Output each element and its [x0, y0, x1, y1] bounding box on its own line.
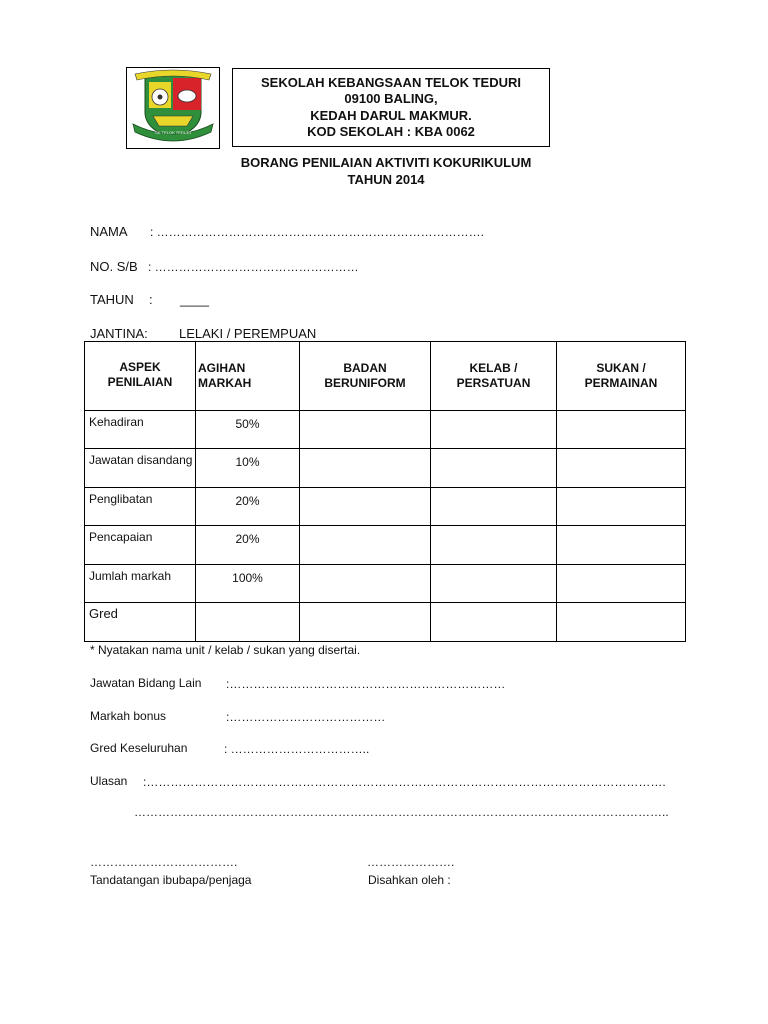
- nosb-label: NO. S/B: [90, 259, 138, 274]
- table-row: [85, 488, 686, 526]
- row-percent: 100%: [196, 565, 300, 603]
- crest-banner-text: SK TELOK TEDURI: [155, 130, 191, 135]
- row-percent: 20%: [196, 488, 300, 526]
- assessment-table: [84, 341, 686, 642]
- sukan-cell[interactable]: [557, 411, 686, 449]
- markah-bonus-label: Markah bonus: [90, 709, 167, 723]
- jantina-label: JANTINA:: [90, 326, 148, 341]
- ulasan-label: Ulasan: [90, 774, 128, 788]
- table-row: [85, 411, 686, 449]
- badan-cell[interactable]: [300, 603, 431, 642]
- row-label: Gred: [85, 603, 196, 642]
- ulasan-input[interactable]: :………………………………………………………………………………………………………………….: [143, 775, 666, 789]
- kelab-cell[interactable]: [431, 449, 557, 488]
- school-state: KEDAH DARUL MAKMUR.: [310, 107, 472, 123]
- table-header-row: [85, 342, 686, 411]
- kelab-cell[interactable]: [431, 526, 557, 565]
- school-name: SEKOLAH KEBANGSAAN TELOK TEDURI: [260, 74, 521, 90]
- table-note: * Nyatakan nama unit / kelab / sukan yang disertai.: [90, 643, 361, 657]
- jawatan-bidang-label: Jawatan Bidang Lain: [90, 676, 202, 690]
- header-sukan: [557, 342, 686, 411]
- verify-signature-label: Disahkan oleh :: [368, 873, 451, 887]
- header-aspek: [85, 342, 196, 411]
- school-postcode-city: 09100 BALING,: [344, 91, 438, 106]
- parent-signature-label: Tandatangan ibubapa/penjaga: [90, 873, 252, 887]
- row-percent: [196, 603, 300, 642]
- header-aspek-line1: ASPEK: [119, 360, 161, 374]
- table-row: [85, 603, 686, 642]
- kelab-cell[interactable]: [431, 411, 557, 449]
- kelab-cell[interactable]: [431, 603, 557, 642]
- gred-keseluruhan-label: Gred Keseluruhan: [90, 741, 188, 755]
- header-badan-line1: BADAN: [343, 361, 387, 375]
- header-kelab: [431, 342, 557, 411]
- header-badan-line2: BERUNIFORM: [324, 376, 406, 390]
- header-agihan: [196, 342, 300, 411]
- tahun-colon: :: [149, 292, 153, 307]
- row-percent: 10%: [196, 449, 300, 488]
- sukan-cell[interactable]: [557, 565, 686, 603]
- table-row: [85, 565, 686, 603]
- row-label: Jawatan disandang: [85, 449, 196, 488]
- sukan-cell[interactable]: [557, 449, 686, 488]
- sukan-cell[interactable]: [557, 488, 686, 526]
- tahun-label: TAHUN: [90, 292, 134, 307]
- row-percent: 50%: [196, 411, 300, 449]
- school-code: KOD SEKOLAH : KBA 0062: [307, 124, 475, 139]
- ulasan-input-line2[interactable]: ……………………………………………………………………………………………………………………..: [134, 805, 669, 819]
- form-year: TAHUN 2014: [347, 172, 425, 187]
- tahun-input[interactable]: ____: [180, 292, 209, 307]
- verify-signature-line[interactable]: ………………….: [367, 855, 455, 869]
- jantina-value[interactable]: LELAKI / PEREMPUAN: [179, 326, 317, 341]
- nama-label: NAMA: [90, 224, 128, 239]
- kelab-cell[interactable]: [431, 488, 557, 526]
- row-percent: 20%: [196, 526, 300, 565]
- header-aspek-line2: PENILAIAN: [107, 375, 173, 389]
- header-agihan-line2: MARKAH: [198, 376, 252, 390]
- row-label: Kehadiran: [85, 411, 196, 449]
- sukan-cell[interactable]: [557, 603, 686, 642]
- nama-input[interactable]: : ……………………………………………………………………….: [150, 225, 485, 239]
- row-label: Penglibatan: [85, 488, 196, 526]
- kelab-cell[interactable]: [431, 565, 557, 603]
- badan-cell[interactable]: [300, 449, 431, 488]
- sukan-cell[interactable]: [557, 526, 686, 565]
- header-sukan-line1: SUKAN /: [596, 361, 646, 375]
- gred-keseluruhan-input[interactable]: : ……………………………..: [224, 742, 370, 756]
- header-kelab-line2: PERSATUAN: [456, 376, 531, 390]
- parent-signature-line[interactable]: ……………………………….: [90, 855, 238, 869]
- markah-bonus-input[interactable]: :…………………………………: [226, 710, 386, 724]
- header-sukan-line2: PERMAINAN: [584, 376, 658, 390]
- table-row: [85, 449, 686, 488]
- form-title: BORANG PENILAIAN AKTIVITI KOKURIKULUM: [240, 155, 532, 170]
- school-crest-frame: [126, 67, 220, 149]
- header-kelab-line1: KELAB /: [469, 361, 518, 375]
- badan-cell[interactable]: [300, 411, 431, 449]
- row-label: Pencapaian: [85, 526, 196, 565]
- badan-cell[interactable]: [300, 526, 431, 565]
- badan-cell[interactable]: [300, 488, 431, 526]
- nosb-input[interactable]: : ……………………………………………: [148, 260, 359, 274]
- row-label: Jumlah markah: [85, 565, 196, 603]
- school-address-box: [232, 68, 550, 147]
- badan-cell[interactable]: [300, 565, 431, 603]
- header-badan: [300, 342, 431, 411]
- table-row: [85, 526, 686, 565]
- jawatan-bidang-input[interactable]: :……………………………………………………………: [226, 677, 506, 691]
- header-agihan-line1: AGIHAN: [198, 361, 246, 375]
- school-crest-icon: [127, 68, 219, 148]
